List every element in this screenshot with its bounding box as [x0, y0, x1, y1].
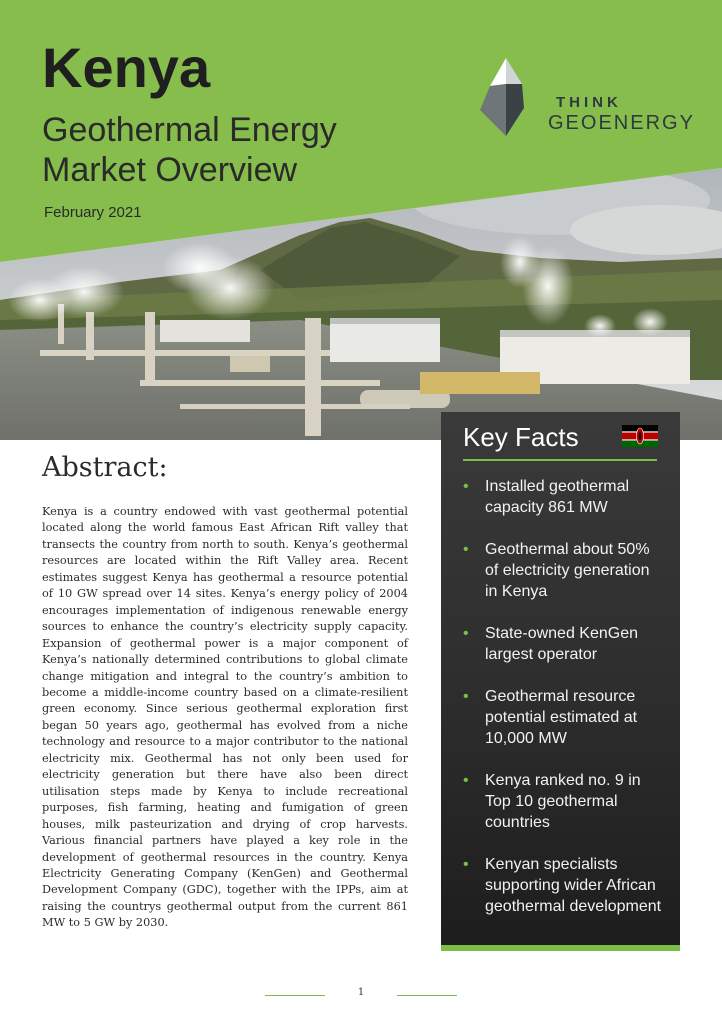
subtitle-line-1: Geothermal Energy — [42, 111, 337, 149]
key-facts-divider — [463, 459, 657, 461]
bullet-icon: • — [463, 478, 469, 495]
logo-text-line-2: GEOENERGY — [548, 112, 695, 134]
key-fact-text: Geothermal resource potential estimated at 10,000 MW — [485, 688, 638, 747]
key-fact-item — [463, 770, 663, 833]
abstract-body: Kenya is a country endowed with vast geothermal potential located along the world famous East African Rift valley that transects the country from north to south. Kenya’s geothermal resources are located within the Rift Valley area. Recent estimates suggest Kenya has geothermal a resource potential of 10 GW spread over 14 sites. Kenya’s energy policy of 2004 encourages implementation of indigenous renewable energy sources to enhance the country’s electricity supply capacity. Expansion of geothermal power is a major component of Kenya’s nationally determined contributions to global climate change mitigation and integral to the country’s ambition to become a middle-income country based on a climate-resilient green economy. Since serious geothermal exploration first began 50 years ago, geothermal has evolved from a niche technology and resource to a major contributor to the national electricity mix. Geothermal has not only been used for electricity generation but there have also been direct utilisation steps made by Kenya to include recreational purposes, fish farming, heating and fumigation of green houses, milk pasteurization and drying of crop harvests. Various financial partners have played a key role in the development of geothermal resources in the country. Kenya Electricity Generating Company (KenGen) and Geothermal Development Company (GDC), together with the IPPs, aim at raising the countrys geothermal output from the current 861 MW to 5 GW by 2030. — [42, 505, 408, 930]
footer-rule-right — [397, 995, 457, 996]
bullet-icon: • — [463, 625, 469, 642]
key-fact-text: Geothermal about 50% of electricity generation in Kenya — [485, 541, 650, 600]
key-fact-text: Installed geothermal capacity 861 MW — [485, 478, 630, 516]
page-number: 1 — [357, 987, 365, 998]
subtitle-line-2: Market Overview — [42, 151, 298, 189]
key-fact-item — [463, 476, 663, 518]
bullet-icon: • — [463, 541, 469, 558]
publication-date: February 2021 — [44, 204, 142, 221]
key-fact-item — [463, 623, 663, 665]
key-fact-text: Kenya ranked no. 9 in Top 10 geothermal countries — [485, 772, 641, 831]
key-fact-item — [463, 854, 663, 917]
logo-text-line-1: THINK — [556, 94, 622, 111]
kenya-flag-icon — [622, 425, 658, 447]
brand-logo — [476, 58, 695, 142]
key-fact-item — [463, 539, 663, 602]
key-facts-panel — [441, 412, 680, 951]
bullet-icon: • — [463, 856, 469, 873]
key-fact-text: Kenyan specialists supporting wider African geothermal development — [485, 856, 662, 915]
footer-rule-left — [265, 995, 325, 996]
bullet-icon: • — [463, 688, 469, 705]
key-fact-item — [463, 686, 663, 749]
page-title: Kenya — [42, 36, 211, 99]
abstract-heading: Abstract: — [42, 452, 168, 483]
page-subtitle — [42, 110, 422, 190]
key-facts-list — [463, 476, 663, 938]
bullet-icon: • — [463, 772, 469, 789]
key-fact-text: State-owned KenGen largest operator — [485, 625, 638, 663]
key-facts-heading: Key Facts — [463, 422, 579, 452]
